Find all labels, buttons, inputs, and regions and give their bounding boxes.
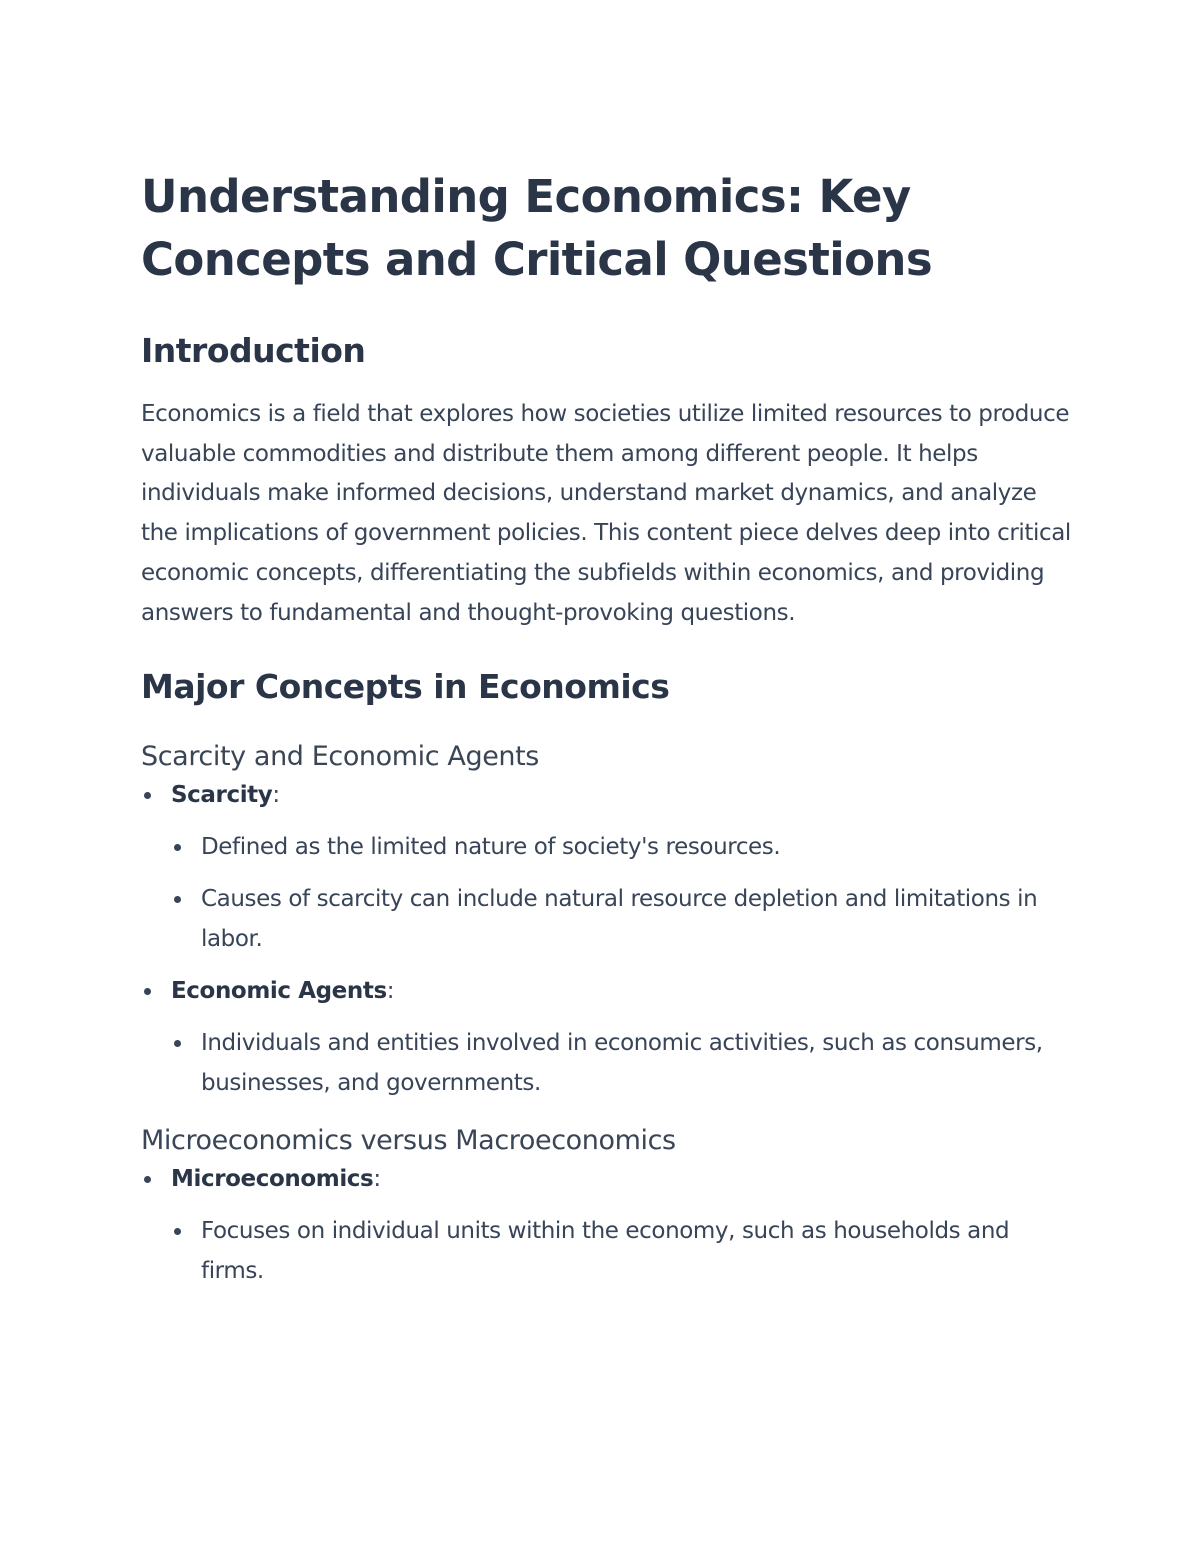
- scarcity-sublist: [171, 827, 1071, 959]
- major-concepts-heading: Major Concepts in Economics: [141, 667, 670, 707]
- term-scarcity: Scarcity: [171, 782, 273, 809]
- list-item-text: Focuses on individual units within the economy, such as households and firms.: [201, 1218, 1010, 1285]
- bullet-icon: [174, 844, 181, 851]
- term-suffix: :: [272, 782, 280, 809]
- list-item-text: Causes of scarcity can include natural resource depletion and limitations in labor.: [201, 886, 1038, 953]
- term-suffix: :: [386, 978, 395, 1005]
- document-page: [141, 165, 1071, 1291]
- introduction-heading: Introduction: [141, 331, 366, 370]
- list-item-microeconomics: [141, 1159, 1071, 1291]
- bullet-icon: [174, 1040, 181, 1047]
- scarcity-list: [141, 775, 1071, 1103]
- micro-macro-list: [141, 1159, 1071, 1291]
- section-heading-micro-macro: Microeconomics versus Macroeconomics: [141, 1125, 676, 1157]
- list-item: [171, 827, 1071, 867]
- bullet-icon: [144, 988, 151, 995]
- bullet-icon: [144, 1176, 151, 1183]
- list-item-text: Individuals and entities involved in economic activities, such as consumers, businesses, and governments.: [201, 1030, 1043, 1097]
- list-item: [171, 879, 1071, 959]
- list-item: [171, 1023, 1071, 1103]
- economic-agents-sublist: [171, 1023, 1071, 1103]
- list-item-text: Defined as the limited nature of society's resources.: [201, 834, 781, 861]
- list-item: [171, 1211, 1071, 1291]
- list-item-scarcity: [141, 775, 1071, 959]
- document-title: Understanding Economics: Key Concepts and Critical Questions: [141, 170, 933, 286]
- list-item-economic-agents: [141, 971, 1071, 1103]
- bullet-icon: [144, 792, 151, 799]
- bullet-icon: [174, 896, 181, 903]
- bullet-icon: [174, 1228, 181, 1235]
- introduction-paragraph: Economics is a field that explores how societies utilize limited resources to produce valuable commodities and distribute them among different people. It helps individuals make informed decisions, understand market dynamics, and analyze the implications of government policies. This content piece delves deep into critical economic concepts, differentiating the subfields within economics, and providing answers to fundamental and thought-provoking questions.: [141, 401, 1071, 626]
- term-economic-agents: Economic Agents: [171, 978, 387, 1005]
- microeconomics-sublist: [171, 1211, 1071, 1291]
- section-heading-scarcity: Scarcity and Economic Agents: [141, 741, 539, 773]
- term-microeconomics: Microeconomics: [171, 1166, 374, 1193]
- term-suffix: :: [373, 1166, 381, 1193]
